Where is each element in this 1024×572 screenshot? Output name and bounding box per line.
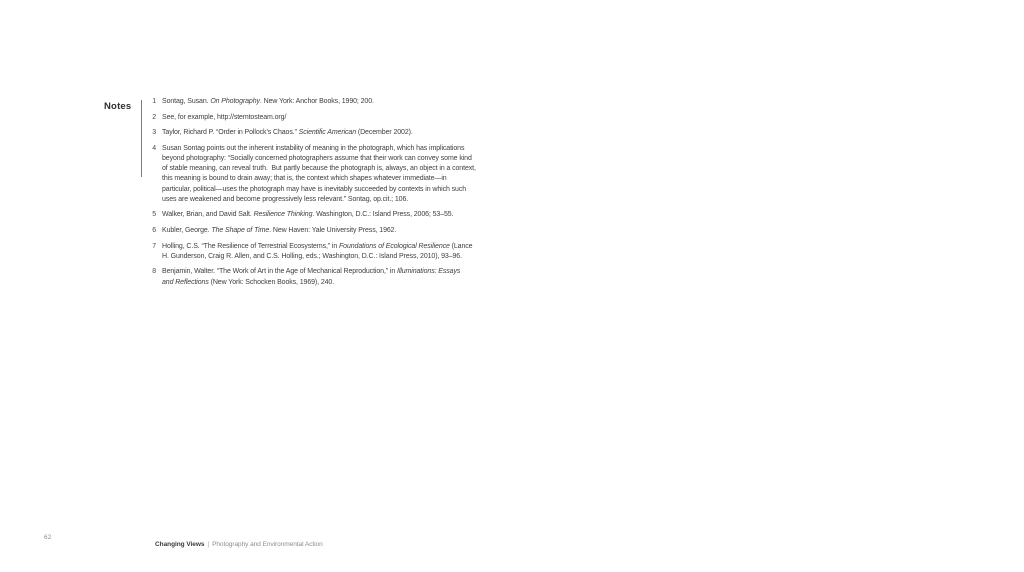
note-line: uses are weakened and become progressively less relevant.” Sontag, op.cit.; 106. bbox=[162, 195, 409, 203]
note-line: this meaning is bound to drain away; that is, the context which shapes whatever immediate—in bbox=[162, 175, 447, 183]
notes-list bbox=[146, 97, 476, 293]
note-text bbox=[162, 144, 476, 205]
note-text bbox=[162, 242, 472, 262]
note-number: 1 bbox=[152, 98, 156, 105]
note-text bbox=[162, 97, 374, 107]
footer-book-title: Changing Views bbox=[155, 541, 205, 548]
note-text bbox=[162, 267, 460, 287]
note-item bbox=[146, 97, 476, 107]
footer-chapter-title: Photography and Environmental Action bbox=[212, 541, 323, 548]
note-line: Taylor, Richard P. “Order in Pollock’s Chaos.” Scientific American (December 2002). bbox=[162, 129, 413, 137]
note-number: 8 bbox=[152, 268, 156, 276]
note-item bbox=[146, 210, 476, 220]
note-line: Kubler, George. The Shape of Time. New Haven: Yale University Press, 1962. bbox=[162, 226, 397, 234]
section-divider-rule bbox=[141, 100, 142, 177]
note-line: Sontag, Susan. On Photography. New York: Anchor Books, 1990; 200. bbox=[162, 98, 374, 105]
note-line: of stable meaning, can reveal truth. But partly because the photograph is, always, an object in a context, bbox=[162, 165, 476, 173]
page-number: 62 bbox=[44, 534, 52, 541]
note-number: 7 bbox=[152, 242, 156, 250]
note-number: 4 bbox=[152, 144, 156, 152]
note-line: Walker, Brian, and David Salt. Resilience Thinking. Washington, D.C.: Island Press, 2006; 53–55. bbox=[162, 211, 454, 219]
notes-heading: Notes bbox=[104, 101, 132, 112]
note-number: 6 bbox=[152, 226, 156, 234]
note-line: Benjamin, Walter. “The Work of Art in the Age of Mechanical Reproduction,” in Illuminations: Essays bbox=[162, 268, 461, 276]
note-line: beyond photography: “Socially concerned photographers assume that their work can convey some kind bbox=[162, 154, 472, 162]
running-footer bbox=[148, 534, 323, 555]
note-line: H. Gunderson, Craig R. Allen, and C.S. Holling, eds.; Washington, D.C.: Island Press, 2010), 93–96. bbox=[162, 252, 462, 260]
note-item bbox=[146, 226, 476, 236]
note-line: particular, political—uses the photograph may have is inevitably succeeded by contexts in which such bbox=[162, 185, 467, 193]
note-line: Susan Sontag points out the inherent instability of meaning in the photograph, which has implications bbox=[162, 144, 465, 152]
note-item bbox=[146, 242, 476, 262]
note-line: Holling, C.S. “The Resilience of Terrestrial Ecosystems,” in Foundations of Ecological Resilience (Lance bbox=[162, 242, 473, 250]
footer-separator: | bbox=[207, 541, 210, 548]
note-line: and Reflections (New York: Schocken Books, 1969), 240. bbox=[162, 278, 335, 286]
note-text bbox=[162, 210, 453, 220]
note-number: 3 bbox=[152, 129, 156, 137]
note-item bbox=[146, 144, 476, 205]
note-text bbox=[162, 226, 396, 236]
note-line: See, for example, http://stemtosteam.org/ bbox=[162, 113, 287, 121]
note-item bbox=[146, 128, 476, 138]
note-item bbox=[146, 267, 476, 287]
note-number: 5 bbox=[152, 211, 156, 219]
note-number: 2 bbox=[152, 113, 156, 121]
note-text bbox=[162, 113, 286, 123]
note-item bbox=[146, 113, 476, 123]
note-text bbox=[162, 128, 413, 138]
